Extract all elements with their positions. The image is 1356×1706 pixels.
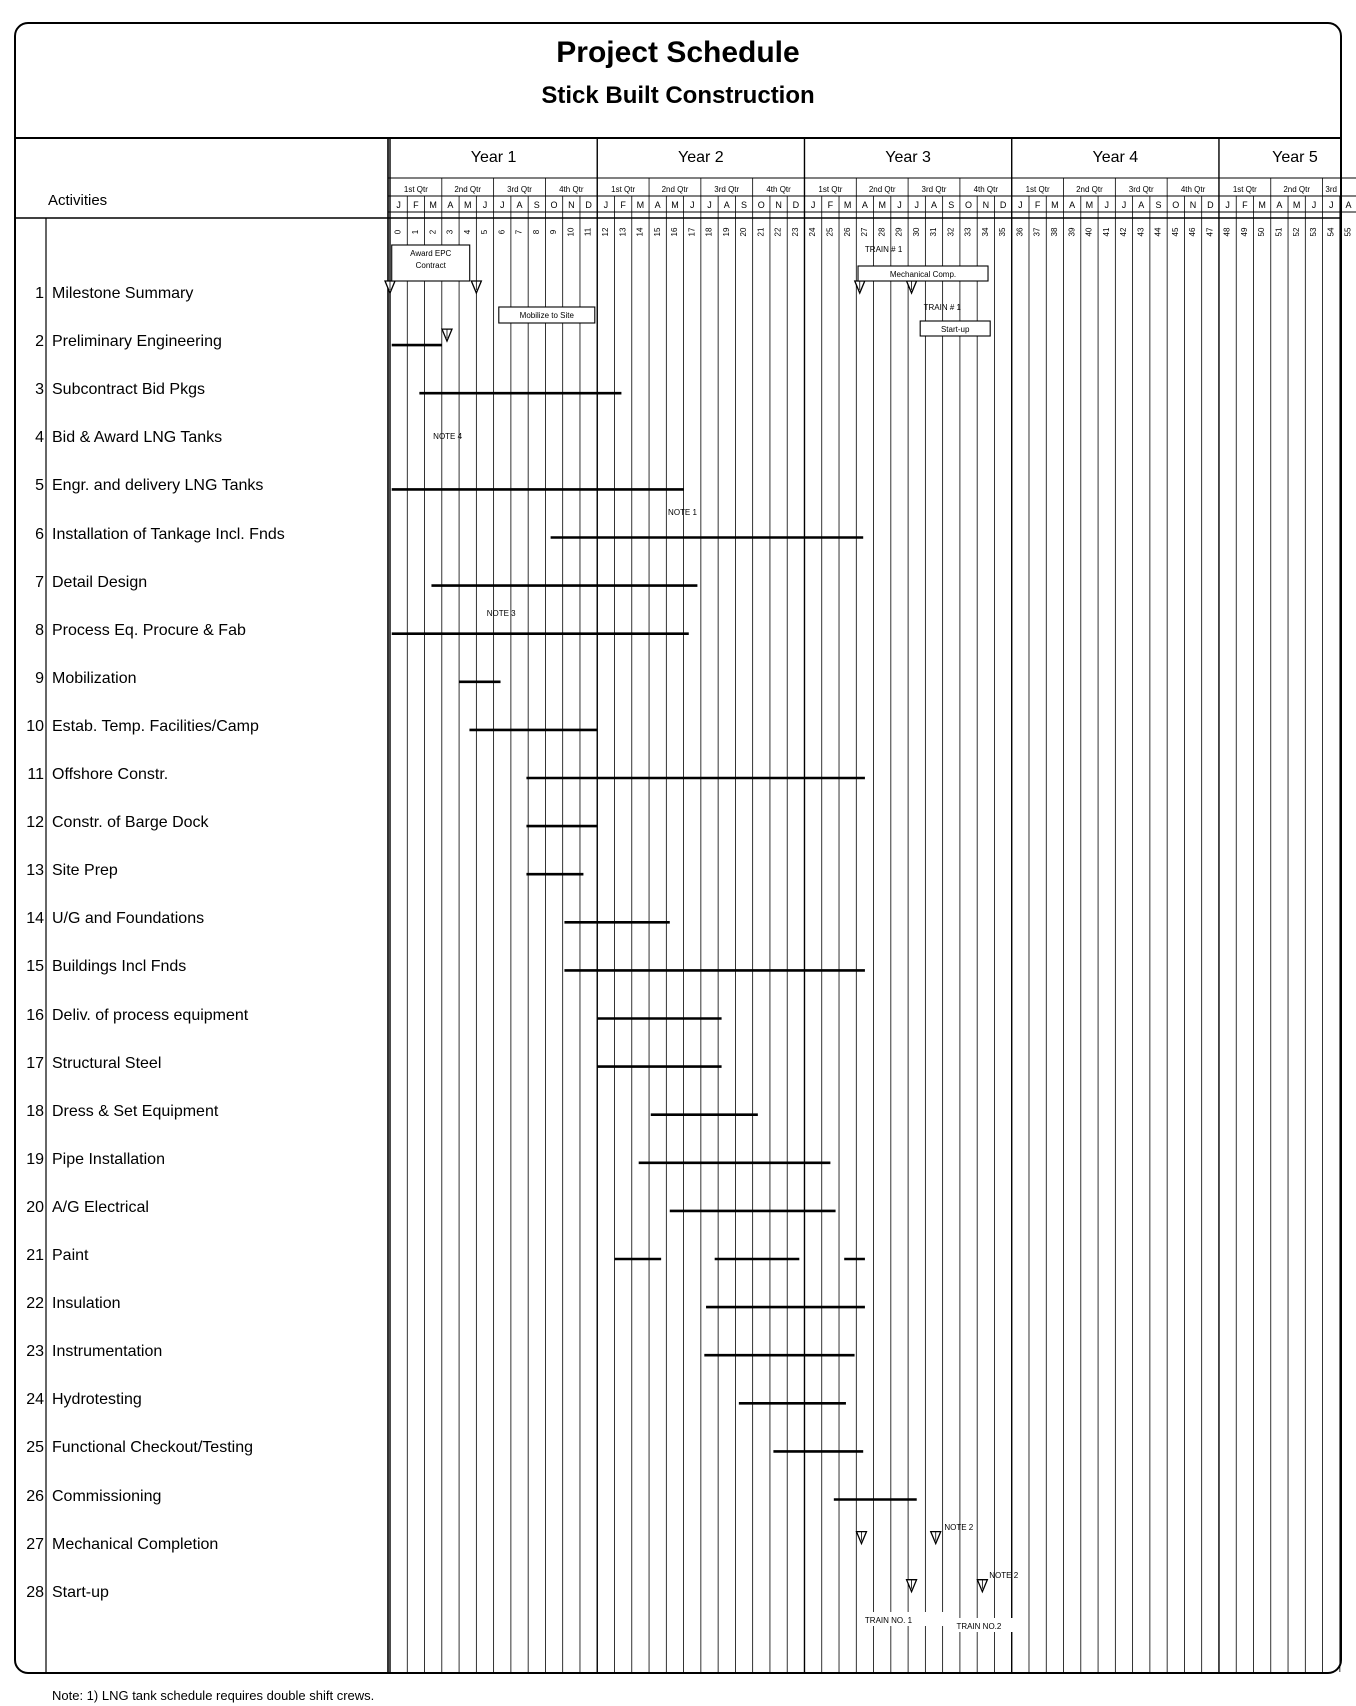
activity-number: 19 <box>26 1150 44 1168</box>
month-number: 8 <box>531 229 541 235</box>
month-number: 52 <box>1291 227 1301 237</box>
activity-label: Preliminary Engineering <box>52 333 222 351</box>
month-number: 33 <box>963 227 973 237</box>
activity-number: 8 <box>35 621 44 639</box>
month-letter: F <box>1242 200 1248 210</box>
month-letter: J <box>810 200 816 210</box>
month-number: 9 <box>549 229 559 235</box>
month-letter: J <box>1328 200 1334 210</box>
month-number: 2 <box>428 229 438 235</box>
month-letter: J <box>396 200 401 210</box>
month-number: 28 <box>877 227 887 237</box>
activity-number: 3 <box>35 381 44 399</box>
activity-number: 25 <box>26 1439 44 1457</box>
month-letter: M <box>1051 200 1059 210</box>
month-letter: N <box>1189 200 1197 210</box>
month-letter: S <box>948 200 955 210</box>
activity-label: Buildings Incl Fnds <box>52 958 187 976</box>
month-letter: M <box>636 200 645 210</box>
quarter-label: 3rd <box>1325 185 1337 194</box>
month-number: 47 <box>1205 227 1215 237</box>
month-number: 42 <box>1119 227 1129 237</box>
note4-label: NOTE 4 <box>433 432 463 441</box>
activity-label: Installation of Tankage Incl. Fnds <box>52 525 285 543</box>
activity-label: Detail Design <box>52 573 148 591</box>
activity-label: Bid & Award LNG Tanks <box>52 429 223 447</box>
month-number: 44 <box>1153 227 1163 237</box>
activity-label: Functional Checkout/Testing <box>52 1439 253 1457</box>
month-letter: J <box>897 200 902 210</box>
activity-number: 16 <box>26 1006 44 1024</box>
activity-number: 10 <box>26 717 44 735</box>
activity-number: 6 <box>35 525 44 543</box>
month-number: 50 <box>1257 227 1267 237</box>
quarter-label: 4th Qtr <box>1180 185 1206 194</box>
activity-number: 26 <box>26 1487 44 1505</box>
month-letter: J <box>482 200 488 210</box>
activity-number: 1 <box>35 285 44 302</box>
month-number: 32 <box>946 227 956 237</box>
award-epc-box-text: Award EPC <box>410 249 452 258</box>
activity-label: Deliv. of process equipment <box>52 1006 249 1024</box>
month-letter: N <box>982 200 990 210</box>
quarter-label: 3rd Qtr <box>921 185 947 194</box>
activities-header: Activities <box>48 192 108 209</box>
mech-comp-box-text: Mechanical Comp. <box>889 270 957 279</box>
year-label: Year 1 <box>470 149 517 166</box>
month-number: 37 <box>1032 227 1042 237</box>
activity-number: 28 <box>26 1583 44 1601</box>
month-number: 12 <box>600 227 610 237</box>
month-letter: M <box>1258 200 1266 210</box>
month-number: 38 <box>1050 227 1060 237</box>
note1-label: NOTE 1 <box>668 508 697 517</box>
month-number: 5 <box>480 229 490 235</box>
month-number: 0 <box>393 229 403 235</box>
month-number: 24 <box>808 227 818 237</box>
month-letter: A <box>1345 200 1352 210</box>
month-number: 21 <box>756 227 766 237</box>
quarter-label: 1st Qtr <box>611 185 636 194</box>
activity-number: 5 <box>35 477 44 495</box>
month-number: 14 <box>635 227 645 237</box>
month-letter: M <box>878 200 886 210</box>
year-label: Year 5 <box>1272 149 1318 166</box>
activity-label: Instrumentation <box>52 1343 163 1361</box>
month-number: 20 <box>739 227 749 237</box>
page-subtitle: Stick Built Construction <box>541 82 815 109</box>
month-number: 51 <box>1274 227 1284 237</box>
train-no1-label: TRAIN NO. 1 <box>864 1616 913 1625</box>
month-number: 15 <box>652 227 662 237</box>
activity-label: Mobilization <box>52 669 137 687</box>
month-letter: F <box>1034 200 1041 210</box>
month-letter: A <box>930 200 938 210</box>
month-letter: A <box>861 200 868 210</box>
activity-label: Subcontract Bid Pkgs <box>52 381 205 399</box>
activity-label: A/G Electrical <box>52 1198 149 1216</box>
month-letter: F <box>620 200 626 210</box>
mobilize-box-text: Mobilize to Site <box>519 311 574 320</box>
month-number: 4 <box>462 229 472 235</box>
quarter-label: 4th Qtr <box>559 185 584 194</box>
month-number: 27 <box>860 227 870 237</box>
month-number: 13 <box>618 227 628 237</box>
activity-number: 14 <box>26 910 44 928</box>
month-number: 3 <box>445 229 455 235</box>
month-number: 19 <box>721 227 731 237</box>
quarter-label: 3rd Qtr <box>507 185 532 194</box>
month-number: 34 <box>980 227 990 237</box>
month-letter: N <box>568 200 575 210</box>
quarter-label: 4th Qtr <box>973 185 999 194</box>
activity-number: 11 <box>27 766 44 783</box>
activity-label: U/G and Foundations <box>52 910 205 928</box>
month-letter: J <box>603 200 609 210</box>
activity-number: 18 <box>26 1102 44 1120</box>
activity-label: Pipe Installation <box>52 1150 165 1168</box>
quarter-label: 2nd Qtr <box>454 185 482 194</box>
month-letter: A <box>1069 200 1076 210</box>
month-letter: D <box>585 200 592 210</box>
month-letter: S <box>1155 200 1162 210</box>
train1-start-label: TRAIN # 1 <box>923 303 961 312</box>
activity-label: Commissioning <box>52 1487 162 1505</box>
month-letter: S <box>741 200 748 210</box>
month-letter: A <box>654 200 661 210</box>
month-number: 23 <box>790 227 800 237</box>
note3-label: NOTE 3 <box>486 609 516 618</box>
month-number: 10 <box>566 227 576 237</box>
activity-label: Start-up <box>52 1583 109 1601</box>
month-number: 11 <box>583 227 593 237</box>
month-number: 26 <box>842 227 852 237</box>
month-letter: N <box>775 200 782 210</box>
quarter-label: 3rd Qtr <box>714 185 740 194</box>
activity-label: Offshore Constr. <box>52 766 169 783</box>
month-number: 43 <box>1136 227 1146 237</box>
month-letter: M <box>843 200 852 210</box>
quarter-label: 2nd Qtr <box>1283 185 1311 194</box>
activity-number: 27 <box>26 1535 44 1553</box>
activity-number: 22 <box>26 1295 44 1313</box>
month-letter: M <box>1292 200 1301 210</box>
month-number: 1 <box>411 229 421 235</box>
month-number: 55 <box>1343 227 1353 237</box>
activity-number: 13 <box>26 862 44 880</box>
quarter-label: 1st Qtr <box>403 185 428 194</box>
month-number: 17 <box>687 227 697 237</box>
activity-number: 7 <box>35 573 44 591</box>
quarter-label: 1st Qtr <box>818 185 843 194</box>
activity-number: 15 <box>26 958 44 976</box>
quarter-label: 1st Qtr <box>1025 185 1050 194</box>
quarter-label: 2nd Qtr <box>661 185 689 194</box>
month-number: 25 <box>825 227 835 237</box>
month-letter: D <box>792 200 800 210</box>
activity-number: 2 <box>35 333 44 351</box>
activity-label: Engr. and delivery LNG Tanks <box>52 477 264 495</box>
month-number: 35 <box>998 227 1008 237</box>
month-letter: J <box>1225 200 1230 210</box>
footnote: Note: 1) LNG tank schedule requires double shift crews. <box>52 1688 375 1703</box>
activity-number: 17 <box>26 1054 44 1072</box>
month-letter: O <box>757 200 765 210</box>
month-letter: J <box>1104 200 1109 210</box>
year-label: Year 4 <box>1092 149 1139 166</box>
activity-label: Site Prep <box>52 862 118 880</box>
activity-number: 24 <box>26 1391 44 1409</box>
quarter-label: 1st Qtr <box>1232 185 1257 194</box>
month-number: 36 <box>1015 227 1025 237</box>
note2-label: NOTE 2 <box>989 1571 1019 1580</box>
train-no2-label: TRAIN NO.2 <box>956 1622 1002 1631</box>
month-letter: A <box>516 200 523 210</box>
activity-label: Constr. of Barge Dock <box>52 814 209 832</box>
activity-label: Mechanical Completion <box>52 1535 219 1553</box>
activity-label: Milestone Summary <box>52 285 194 302</box>
month-number: 40 <box>1084 227 1094 237</box>
month-number: 54 <box>1326 227 1336 237</box>
month-letter: J <box>1018 200 1023 210</box>
month-letter: A <box>723 200 730 210</box>
month-letter: M <box>429 200 437 210</box>
activity-number: 21 <box>26 1247 44 1264</box>
month-letter: M <box>1085 200 1094 210</box>
month-number: 30 <box>911 227 921 237</box>
month-number: 7 <box>514 229 524 235</box>
month-letter: M <box>671 200 679 210</box>
month-number: 6 <box>497 229 507 235</box>
activity-label: Dress & Set Equipment <box>52 1102 219 1120</box>
month-letter: F <box>827 200 834 210</box>
activity-label: Structural Steel <box>52 1054 162 1072</box>
month-letter: O <box>550 200 558 210</box>
month-number: 18 <box>704 227 714 237</box>
year-label: Year 2 <box>678 149 724 166</box>
month-number: 46 <box>1188 227 1198 237</box>
month-letter: F <box>413 200 419 210</box>
month-number: 41 <box>1101 227 1111 237</box>
activity-number: 20 <box>26 1198 44 1216</box>
month-letter: O <box>965 200 973 210</box>
activity-label: Estab. Temp. Facilities/Camp <box>52 717 259 735</box>
start-up-box-text: Start-up <box>940 325 970 334</box>
quarter-label: 4th Qtr <box>766 185 791 194</box>
month-number: 16 <box>670 227 680 237</box>
activity-number: 12 <box>26 814 44 832</box>
activity-number: 9 <box>35 669 44 687</box>
month-letter: J <box>1121 200 1127 210</box>
note2-label: NOTE 2 <box>944 1523 974 1532</box>
month-number: 39 <box>1067 227 1077 237</box>
month-letter: M <box>463 200 472 210</box>
month-letter: J <box>1311 200 1317 210</box>
month-number: 45 <box>1170 227 1180 237</box>
month-letter: J <box>914 200 919 210</box>
activity-label: Paint <box>52 1247 89 1264</box>
award-epc-box-text: Contract <box>415 261 446 270</box>
month-number: 22 <box>773 227 783 237</box>
month-letter: D <box>1207 200 1214 210</box>
month-letter: A <box>1138 200 1145 210</box>
month-number: 31 <box>929 227 939 237</box>
month-number: 53 <box>1309 227 1319 237</box>
month-letter: D <box>999 200 1007 210</box>
activity-number: 23 <box>26 1343 44 1361</box>
activity-number: 4 <box>35 429 44 447</box>
month-number: 48 <box>1222 227 1232 237</box>
activity-label: Insulation <box>52 1295 121 1313</box>
page-title: Project Schedule <box>556 36 800 69</box>
month-letter: J <box>707 200 712 210</box>
month-letter: J <box>689 200 695 210</box>
activity-label: Process Eq. Procure & Fab <box>52 621 246 639</box>
month-number: 49 <box>1239 227 1249 237</box>
month-letter: J <box>500 200 505 210</box>
activity-label: Hydrotesting <box>52 1391 142 1409</box>
month-number: 29 <box>894 227 904 237</box>
quarter-label: 2nd Qtr <box>868 185 896 194</box>
quarter-label: 3rd Qtr <box>1128 185 1154 194</box>
month-letter: A <box>1276 200 1283 210</box>
month-letter: O <box>1172 200 1180 210</box>
year-label: Year 3 <box>885 149 931 166</box>
month-letter: S <box>533 200 540 210</box>
month-letter: A <box>447 200 454 210</box>
quarter-label: 2nd Qtr <box>1076 185 1103 194</box>
train1-mech-label: TRAIN # 1 <box>864 245 903 254</box>
